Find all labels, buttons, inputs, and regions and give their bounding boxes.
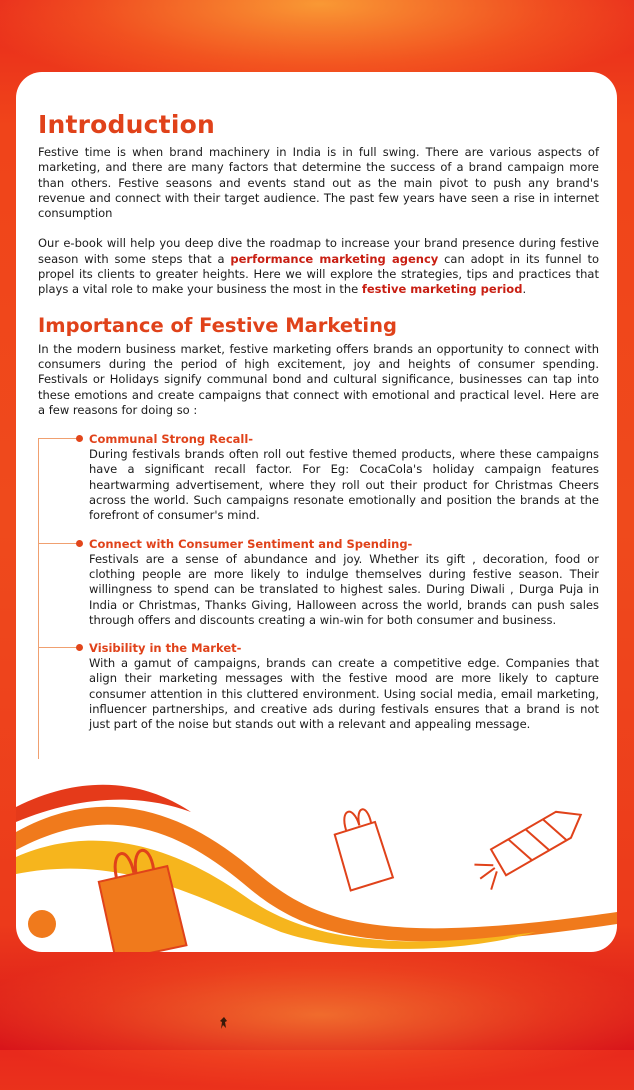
timeline-connector — [38, 647, 78, 648]
intro-p2-text-2: can adopt in its funnel to propel its clients to greater heights. Here we will explore the strategies, tips and practices that plays a vital role to make your business the most in the — [38, 251, 599, 297]
bullet-dot-icon — [76, 540, 83, 547]
list-item — [89, 641, 599, 732]
festive-marketing-period-link[interactable]: festive marketing period — [361, 282, 523, 297]
small-figure-icon — [219, 1016, 229, 1030]
point-text: With a gamut of campaigns, brands can create a competitive edge. Companies that align their marketing messages with the festive mood are more likely to capture consumer attention in this cluttered environment. Using social media, email marketing, influencer partnerships, and creative ads during festivals ensures that a brand is not just part of the noise but stands out with a relevant and appealing message. — [89, 656, 599, 732]
point-heading: Communal Strong Recall- — [89, 432, 254, 447]
point-heading: Visibility in the Market- — [89, 641, 242, 656]
reasons-list — [38, 432, 599, 732]
timeline-connector — [38, 438, 78, 439]
rocket-icon — [470, 802, 591, 892]
intro-paragraph-2 — [38, 236, 599, 297]
intro-p2-text-1: Our e-book will help you deep dive the roadmap to increase your brand presence during festive season with some steps that a — [38, 236, 599, 266]
performance-marketing-agency-link[interactable]: performance marketing agency — [230, 251, 439, 266]
content-card — [16, 72, 617, 952]
timeline-connector — [38, 543, 78, 544]
bullet-dot-icon — [76, 644, 83, 651]
intro-paragraph-1: Festive time is when brand machinery in India is in full swing. There are various aspects of marketing, and there are many factors that determine the success of a brand campaign more than others. Festive seasons and events stand out as the main pivot to push any brand's revenue and connect with their target audience. The past few years have seen a rise in internet consumption — [38, 145, 599, 221]
importance-heading: Importance of Festive Marketing — [38, 313, 397, 337]
importance-paragraph: In the modern business market, festive marketing offers brands an opportunity to connect with consumers during the period of high excitement, joy and heights of consumer spending. Festivals or Holidays signify communal bond and cultural significance, businesses can tap into these emotions and create campaigns that connect with emotional and practical level. Here are a few reasons for doing so : — [38, 341, 599, 417]
article-content — [38, 110, 599, 746]
timeline-line — [38, 439, 39, 759]
point-text: Festivals are a sense of abundance and joy. Whether its gift , decoration, food or clothing people are more likely to indulge themselves during festive season. Their willingness to spend can be translated to highest sales. During Diwali , Durga Puja in India or Christmas, Thanks Giving, Halloween across the world, brands can push sales through offers and discounts creating a win-win for both consumer and business. — [89, 551, 599, 627]
list-item — [89, 432, 599, 523]
point-heading: Connect with Consumer Sentiment and Spending- — [89, 536, 413, 551]
bullet-dot-icon — [76, 435, 83, 442]
list-item — [89, 537, 599, 628]
point-text: During festivals brands often roll out festive themed products, where these campaigns have a significant recall factor. For Eg: CocaCola's holiday campaign features heartwarming advertisement, where they roll out their product for Christmas Cheers across the world. Such campaigns resonate emotionally and position the brands at the forefront of consumer's mind. — [89, 447, 599, 523]
festive-illustration — [16, 762, 617, 952]
small-shopping-bag-icon — [331, 806, 394, 892]
background-glow-bottom — [0, 940, 634, 1090]
decorative-circle — [28, 910, 56, 938]
intro-p2-text-3: . — [522, 282, 527, 297]
swoosh-orange — [16, 807, 617, 942]
introduction-heading: Introduction — [38, 110, 215, 139]
